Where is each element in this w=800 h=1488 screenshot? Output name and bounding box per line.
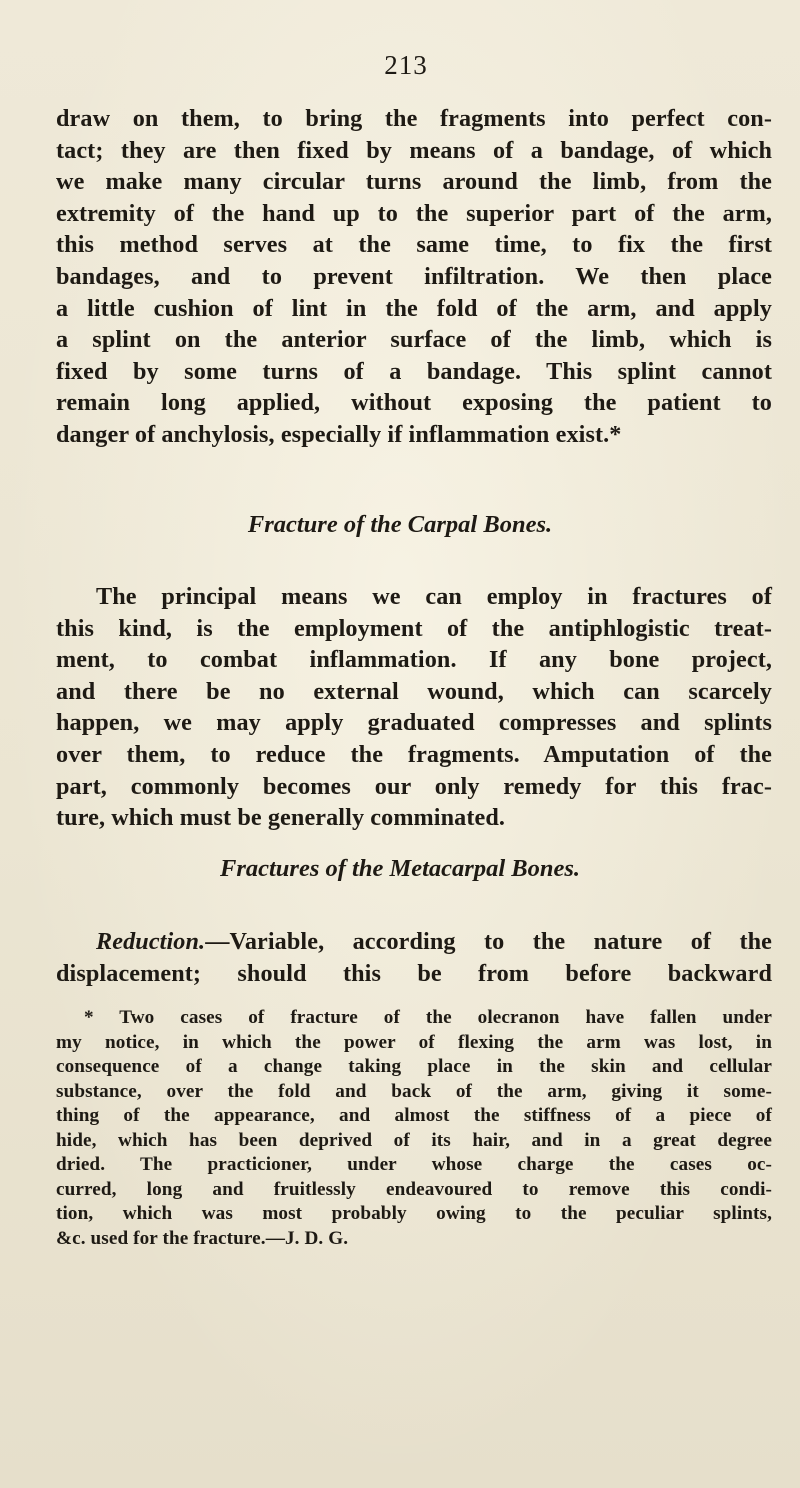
text-line: [56, 926, 772, 958]
footnote-line: hide, which has been deprived of its hair, and in a great degree: [56, 1129, 772, 1151]
paragraph-carpal: [56, 581, 772, 834]
footnote-line: &c. used for the fracture.—J. D. G.: [56, 1227, 349, 1249]
text-line: a little cushion of lint in the fold of the arm, and apply: [56, 294, 772, 322]
text-line: extremity of the hand up to the superior part of the arm,: [56, 199, 772, 227]
text-line: and there be no external wound, which can scarcely: [56, 677, 772, 705]
text-line: fixed by some turns of a bandage. This splint cannot: [56, 357, 772, 385]
text-line: happen, we may apply graduated compresses and splints: [56, 709, 772, 737]
text-line: remain long applied, without exposing the patient to: [56, 389, 772, 417]
text-line: this kind, is the employment of the antiphlogistic treat-: [56, 614, 772, 642]
section-heading-carpal: Fracture of the Carpal Bones.: [247, 511, 553, 538]
text-line: we make many circular turns around the limb, from the: [56, 168, 772, 196]
text-line: tact; they are then fixed by means of a bandage, of which: [56, 136, 772, 164]
text-line: The principal means we can employ in fractures of: [96, 583, 772, 610]
text-line: ture, which must be generally comminated.: [56, 804, 506, 832]
paragraph-reduction: [56, 926, 772, 989]
paragraph-continuation: [56, 103, 772, 451]
text-line: displacement; should this be from before backward: [56, 959, 772, 987]
footnote: [56, 1006, 772, 1251]
footnote-line: dried. The practicioner, under whose charge the cases oc-: [56, 1154, 772, 1175]
footnote-line: * Two cases of fracture of the olecranon have fallen under: [84, 1007, 772, 1028]
text-line: a splint on the anterior surface of the limb, which is: [56, 326, 772, 354]
text-line: draw on them, to bring the fragments into perfect con-: [56, 105, 772, 132]
text-line: part, commonly becomes our only remedy for this frac-: [56, 772, 772, 800]
footnote-line: consequence of a change taking place in the skin and cellular: [56, 1056, 772, 1077]
section-heading-metacarpal: Fractures of the Metacarpal Bones.: [219, 855, 581, 882]
text-line: danger of anchylosis, especially if inflammation exist.*: [56, 420, 622, 448]
footnote-line: my notice, in which the power of flexing the arm was lost, in: [56, 1031, 772, 1053]
text-line: over them, to reduce the fragments. Amputation of the: [56, 740, 772, 768]
text-line: this method serves at the same time, to fix the first: [56, 231, 772, 259]
reduction-text: —Variable, according to the nature of the: [205, 928, 772, 955]
footnote-line: substance, over the fold and back of the arm, giving it some-: [56, 1080, 772, 1102]
footnote-line: thing of the appearance, and almost the stiffness of a piece of: [56, 1105, 772, 1126]
footnote-line: curred, long and fruitlessly endeavoured to remove this condi-: [56, 1178, 772, 1200]
text-line: bandages, and to prevent infiltration. We then place: [56, 262, 772, 290]
reduction-lead: Reduction.: [96, 928, 206, 955]
page-number: 213: [384, 50, 428, 80]
text-line: ment, to combat inflammation. If any bone project,: [56, 646, 772, 674]
footnote-line: tion, which was most probably owing to the peculiar splints,: [56, 1203, 772, 1224]
